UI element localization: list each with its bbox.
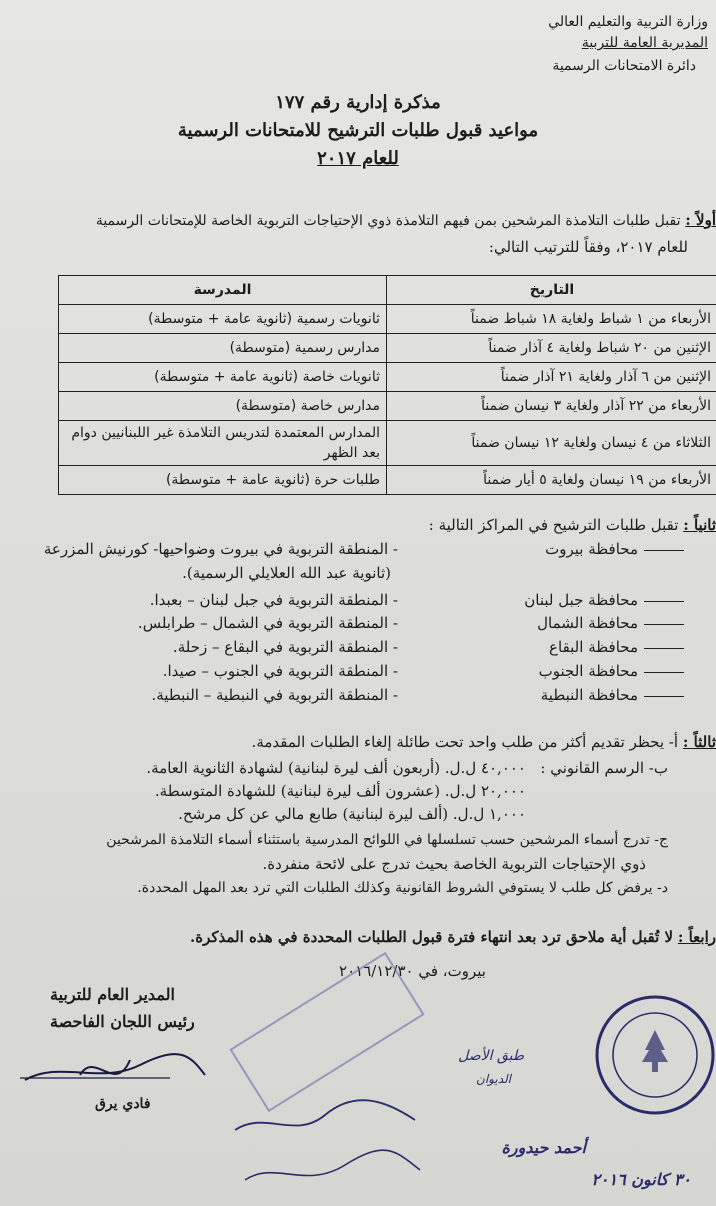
section4-text: لا تُقبل أية ملاحق ترد بعد انتهاء فترة قبول الطلبات المحددة في هذه المذكرة. bbox=[189, 928, 674, 946]
section1-text-line1: تقبل طلبات التلامذة المرشحين بمن فيهم التلامذة ذوي الإحتياجات التربوية الخاصة للإمتحانات الرسمية bbox=[95, 213, 681, 229]
table-row bbox=[59, 466, 716, 495]
ministry-seal bbox=[590, 990, 716, 1120]
signatory-name: فادي يرق bbox=[95, 1096, 151, 1112]
governorate-name: محافظة بيروت bbox=[545, 540, 638, 558]
section3-item-a: أ- يحظر تقديم أكثر من طلب واحد تحت طائلة إلغاء الطلبات المقدمة. bbox=[251, 733, 679, 751]
directorate-name: المديرية العامة للتربية bbox=[581, 35, 708, 51]
center-item-extra: (ثانوية عبد الله العلايلي الرسمية). bbox=[182, 564, 391, 582]
signatory-title1: المدير العام للتربية bbox=[50, 985, 175, 1004]
place-date: بيروت، في ٢٠١٦/١٢/٣٠ bbox=[339, 962, 486, 980]
table-row bbox=[59, 305, 716, 334]
header-school: المدرسة bbox=[59, 276, 387, 305]
governorate-item bbox=[539, 662, 684, 680]
signatory-title2: رئيس اللجان الفاحصة bbox=[50, 1012, 195, 1031]
row-date: الأربعاء من ١٩ نيسان ولغاية ٥ أيار ضمناً bbox=[387, 466, 716, 495]
row-date: الإثنين من ٦ آذار ولغاية ٢١ آذار ضمناً bbox=[387, 363, 716, 392]
fee-line: ٤٠,٠٠٠ ل.ل. (أربعون ألف ليرة لبنانية) لشهادة الثانوية العامة. bbox=[146, 759, 526, 777]
table-row bbox=[59, 334, 716, 363]
section3-item-c-line1: ج- تدرج أسماء المرشحين حسب تسلسلها في اللوائح المدرسية باستثناء أسماء التلامذة المرشحين bbox=[106, 832, 668, 848]
section3-item-b-label: ب- الرسم القانوني : bbox=[540, 759, 668, 777]
row-school: المدارس المعتمدة لتدريس التلامذة غير اللبنانيين دوام بعد الظهر bbox=[59, 421, 387, 466]
center-item: - المنطقة التربوية في النبطية – النبطية. bbox=[151, 686, 398, 704]
section3-label: ثالثاً : bbox=[682, 733, 716, 751]
seal-note2: الديوان bbox=[476, 1072, 511, 1086]
seal-note1: طبق الأصل bbox=[458, 1048, 524, 1064]
governorate-name: محافظة الجنوب bbox=[538, 662, 638, 680]
row-date: الإثنين من ٢٠ شباط ولغاية ٤ آذار ضمناً bbox=[387, 334, 716, 363]
schedule-table bbox=[58, 275, 716, 495]
row-school: مدارس رسمية (متوسطة) bbox=[59, 334, 387, 363]
section2-label: ثانياً : bbox=[683, 516, 716, 534]
governorate-item bbox=[545, 540, 684, 558]
governorate-name: محافظة الشمال bbox=[537, 614, 638, 632]
row-school: ثانويات خاصة (ثانوية عامة + متوسطة) bbox=[59, 363, 387, 392]
section3-item-c-line2: ذوي الإحتياجات التربوية الخاصة بحيث تدرج على لائحة منفردة. bbox=[262, 855, 646, 873]
table-row bbox=[59, 363, 716, 392]
governorate-item bbox=[524, 591, 684, 609]
section1-text-line2: للعام ٢٠١٧، وفقاً للترتيب التالي: bbox=[488, 238, 688, 256]
governorate-item bbox=[537, 614, 684, 632]
center-item: - المنطقة التربوية في الشمال – طرابلس. bbox=[137, 614, 398, 632]
section2-intro: تقبل طلبات الترشيح في المراكز التالية : bbox=[428, 516, 679, 534]
fee-line: ٢٠,٠٠٠ ل.ل. (عشرون ألف ليرة لبنانية) للشهادة المتوسطة. bbox=[154, 782, 526, 800]
department-name: دائرة الامتحانات الرسمية bbox=[552, 58, 696, 74]
row-date: الأربعاء من ١ شباط ولغاية ١٨ شباط ضمناً bbox=[387, 305, 716, 334]
signature-scribble bbox=[20, 1040, 210, 1100]
clerk-name: أحمد حيدورة bbox=[501, 1138, 586, 1157]
memo-title: مواعيد قبول طلبات الترشيح للامتحانات الرسمية bbox=[177, 120, 539, 141]
governorate-item bbox=[541, 686, 684, 704]
row-school: طلبات حرة (ثانوية عامة + متوسطة) bbox=[59, 466, 387, 495]
section4-label: رابعاً : bbox=[677, 928, 716, 946]
center-item: - المنطقة التربوية في البقاع – زحلة. bbox=[172, 638, 398, 656]
handwritten-date: ٣٠ كانون ٢٠١٦ bbox=[591, 1170, 691, 1189]
governorate-name: محافظة النبطية bbox=[540, 686, 638, 704]
memo-number: مذكرة إدارية رقم ١٧٧ bbox=[275, 92, 441, 113]
table-header-row bbox=[59, 276, 716, 305]
memo-year: للعام ٢٠١٧ bbox=[317, 148, 399, 169]
handwriting-scribble bbox=[225, 1070, 425, 1200]
center-item: - المنطقة التربوية في جبل لبنان – بعبدا. bbox=[149, 591, 398, 609]
governorate-item bbox=[549, 638, 684, 656]
ministry-name: وزارة التربية والتعليم العالي bbox=[548, 14, 708, 30]
fee-line: ١,٠٠٠ ل.ل. (ألف ليرة لبنانية) طابع مالي عن كل مرشح. bbox=[178, 805, 526, 823]
row-date: الأربعاء من ٢٢ آذار ولغاية ٣ نيسان ضمناً bbox=[387, 392, 716, 421]
table-row bbox=[59, 421, 716, 466]
governorate-name: محافظة جبل لبنان bbox=[524, 591, 638, 609]
center-item: - المنطقة التربوية في الجنوب – صيدا. bbox=[162, 662, 398, 680]
center-item: - المنطقة التربوية في بيروت وضواحيها- كورنيش المزرعة bbox=[43, 540, 398, 558]
row-school: مدارس خاصة (متوسطة) bbox=[59, 392, 387, 421]
section3-item-d: د- يرفض كل طلب لا يستوفي الشروط القانونية وكذلك الطلبات التي ترد بعد المهل المحددة. bbox=[137, 880, 668, 896]
header-date: التاريخ bbox=[387, 276, 716, 305]
table-row bbox=[59, 392, 716, 421]
row-school: ثانويات رسمية (ثانوية عامة + متوسطة) bbox=[59, 305, 387, 334]
row-date: الثلاثاء من ٤ نيسان ولغاية ١٢ نيسان ضمناً bbox=[387, 421, 716, 466]
governorate-name: محافظة البقاع bbox=[549, 638, 638, 656]
section1-label: أولاً : bbox=[685, 211, 716, 229]
